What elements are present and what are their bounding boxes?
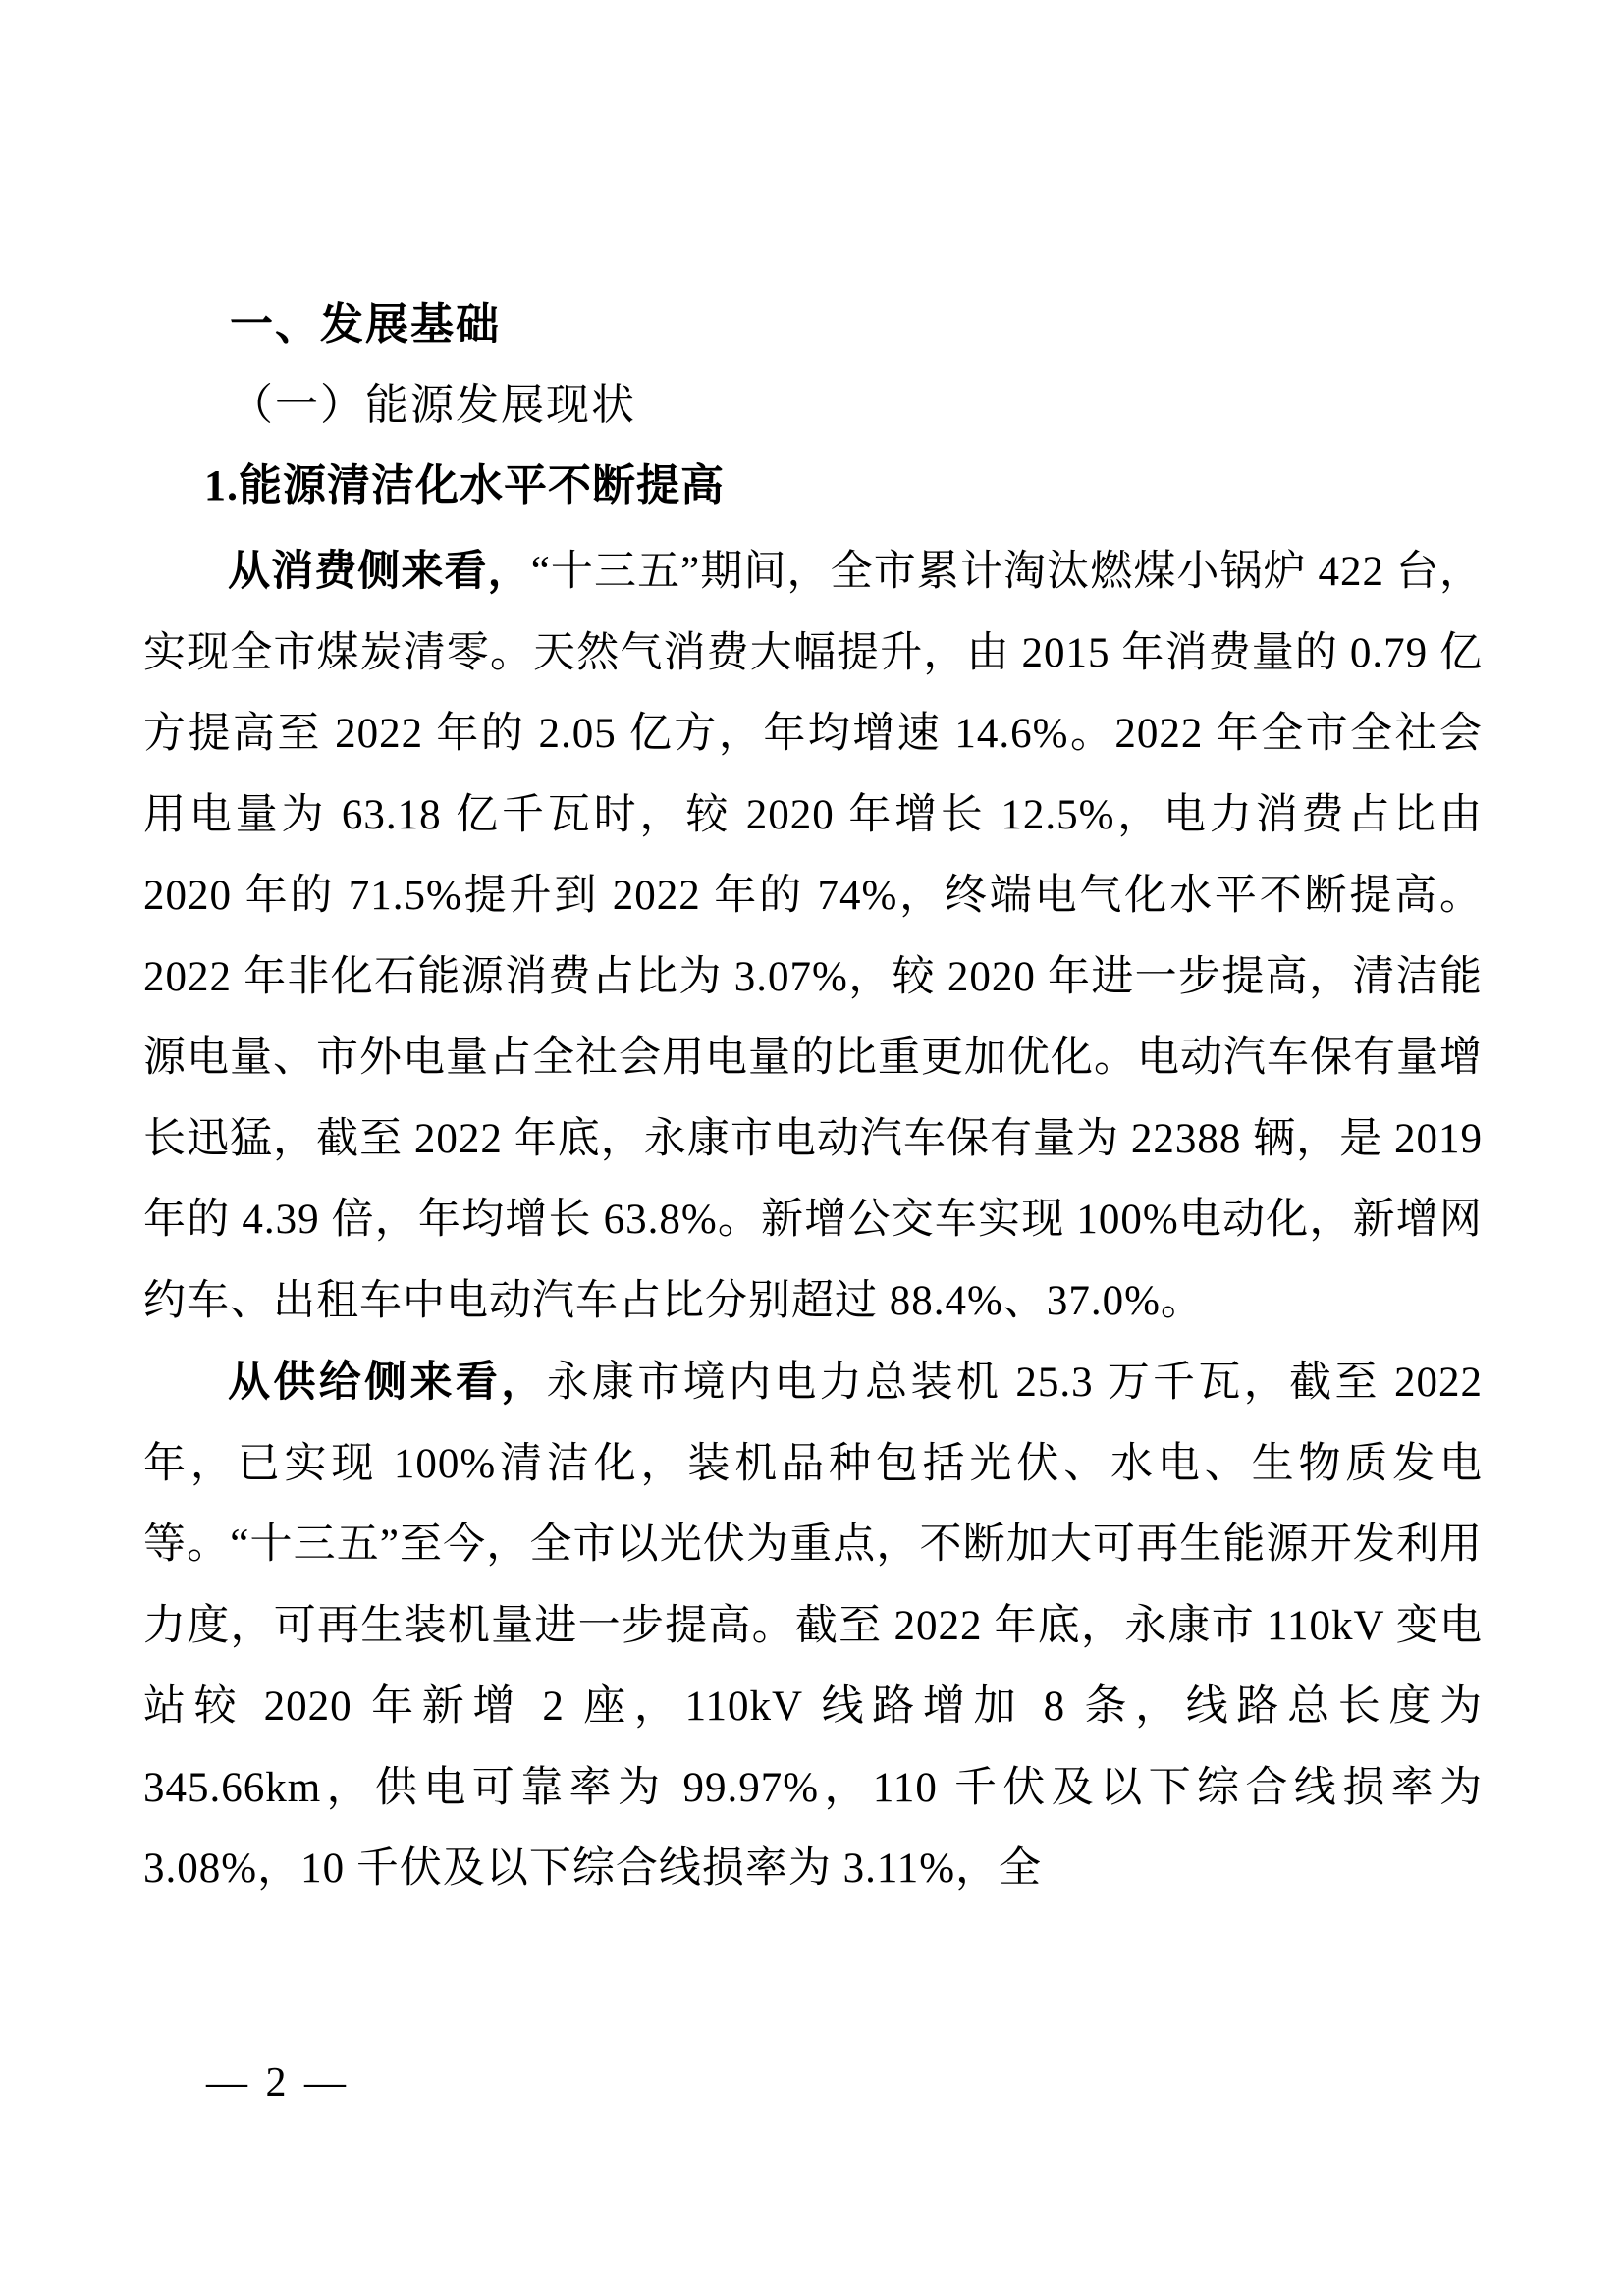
paragraph-text: “十三五”期间，全市累计淘汰燃煤小锅炉 422 台，实现全市煤炭清零。天然气消费大幅提升，由 2015 年消费量的 0.79 亿方提高至 2022 年的 2.05 亿方，年均增速 14.6%。2022 年全市全社会用电量为 63.18 亿千瓦时，较 2020 年增长 12.5%，电力消费占比由 2020 年的 71.5%提升到 2022 年的 74%，终端电气化水平不断提高。2022 年非化石能源消费占比为 3.07%，较 2020 年进一步提高，清洁能源电量、市外电量占全社会用电量的比重更加优化。电动汽车保有量增长迅猛，截至 2022 年底，永康市电动汽车保有量为 22388 辆，是 2019 年的 4.39 倍，年均增长 63.8%。新增公交车实现 100%电动化，新增网约车、出租车中电动汽车占比分别超过 88.4%、37.0%。 <box>143 549 1484 1324</box>
document-content <box>143 297 1483 1910</box>
heading-level-3: 1.能源清洁化水平不断提高 <box>204 461 725 509</box>
paragraph-lead: 从消费侧来看， <box>228 548 531 595</box>
page-number: — 2 — <box>206 2060 350 2106</box>
paragraph-lead: 从供给侧来看， <box>228 1359 547 1406</box>
paragraph-consumption-side <box>143 531 1483 1342</box>
heading-level-2: （一）能源发展现状 <box>230 381 636 429</box>
paragraph-supply-side <box>143 1342 1483 1910</box>
paragraph-text: 永康市境内电力总装机 25.3 万千瓦，截至 2022 年，已实现 100%清洁化，装机品种包括光伏、水电、生物质发电等。“十三五”至今，全市以光伏为重点，不断加大可再生能源开发利用力度，可再生装机量进一步提高。截至 2022 年底，永康市 110kV 变电站较 2020 年新增 2 座，110kV 线路增加 8 条，线路总长度为 345.66km，供电可靠率为 99.97%，110 千伏及以下综合线损率为 3.08%，10 千伏及以下综合线损率为 3.11%，全 <box>143 1360 1484 1892</box>
heading-level-1: 一、发展基础 <box>230 300 501 348</box>
